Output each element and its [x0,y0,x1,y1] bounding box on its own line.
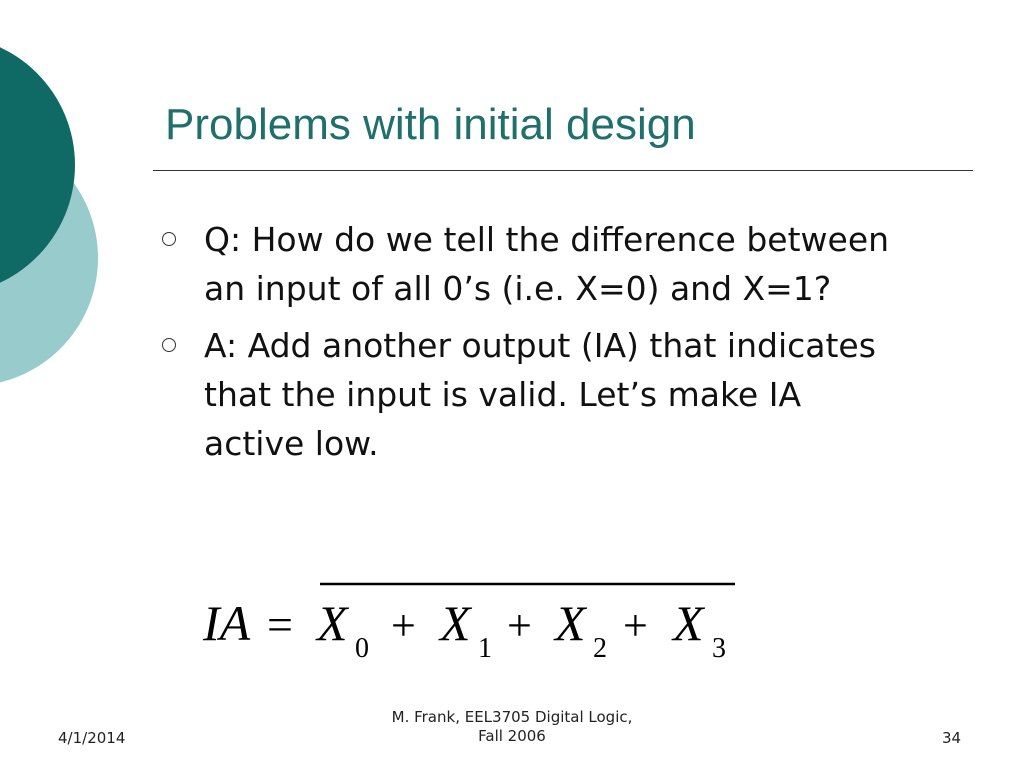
bullet-text: A: Add another output (IA) that indicates that the input is valid. Let’s make IA active low. [204,326,876,463]
formula-term-var: X [555,595,586,651]
formula-plus: + [623,601,648,650]
formula-term-var: X [317,595,348,651]
footer-course-line1: M. Frank, EEL3705 Digital Logic, [391,708,633,726]
footer-course-line2: Fall 2006 [478,727,546,745]
formula-plus: + [391,601,416,650]
formula-term-var: X [440,595,471,651]
footer-page-number: 34 [942,729,962,747]
formula-term-sub: 0 [355,633,369,664]
formula-plus: + [507,601,532,650]
bullet-list [162,215,902,476]
formula-term-var: X [673,595,704,651]
formula-term-sub: 3 [712,633,726,664]
bullet-item-question [162,215,902,313]
hollow-circle-bullet-icon [162,338,176,352]
decorative-circles [0,0,110,420]
title-divider [153,170,973,171]
formula-term-sub: 1 [478,633,492,664]
footer-course-info [362,708,662,746]
formula-lhs: IA [203,595,251,651]
ia-formula [195,572,755,672]
bullet-text: Q: How do we tell the difference between an input of all 0’s (i.e. X=0) and X=1? [204,220,890,308]
formula-term-sub: 2 [593,633,607,664]
bullet-item-answer [162,321,902,468]
footer-date: 4/1/2014 [58,729,126,747]
formula-equals: = [267,599,293,650]
hollow-circle-bullet-icon [162,232,176,246]
slide-title: Problems with initial design [165,100,696,149]
